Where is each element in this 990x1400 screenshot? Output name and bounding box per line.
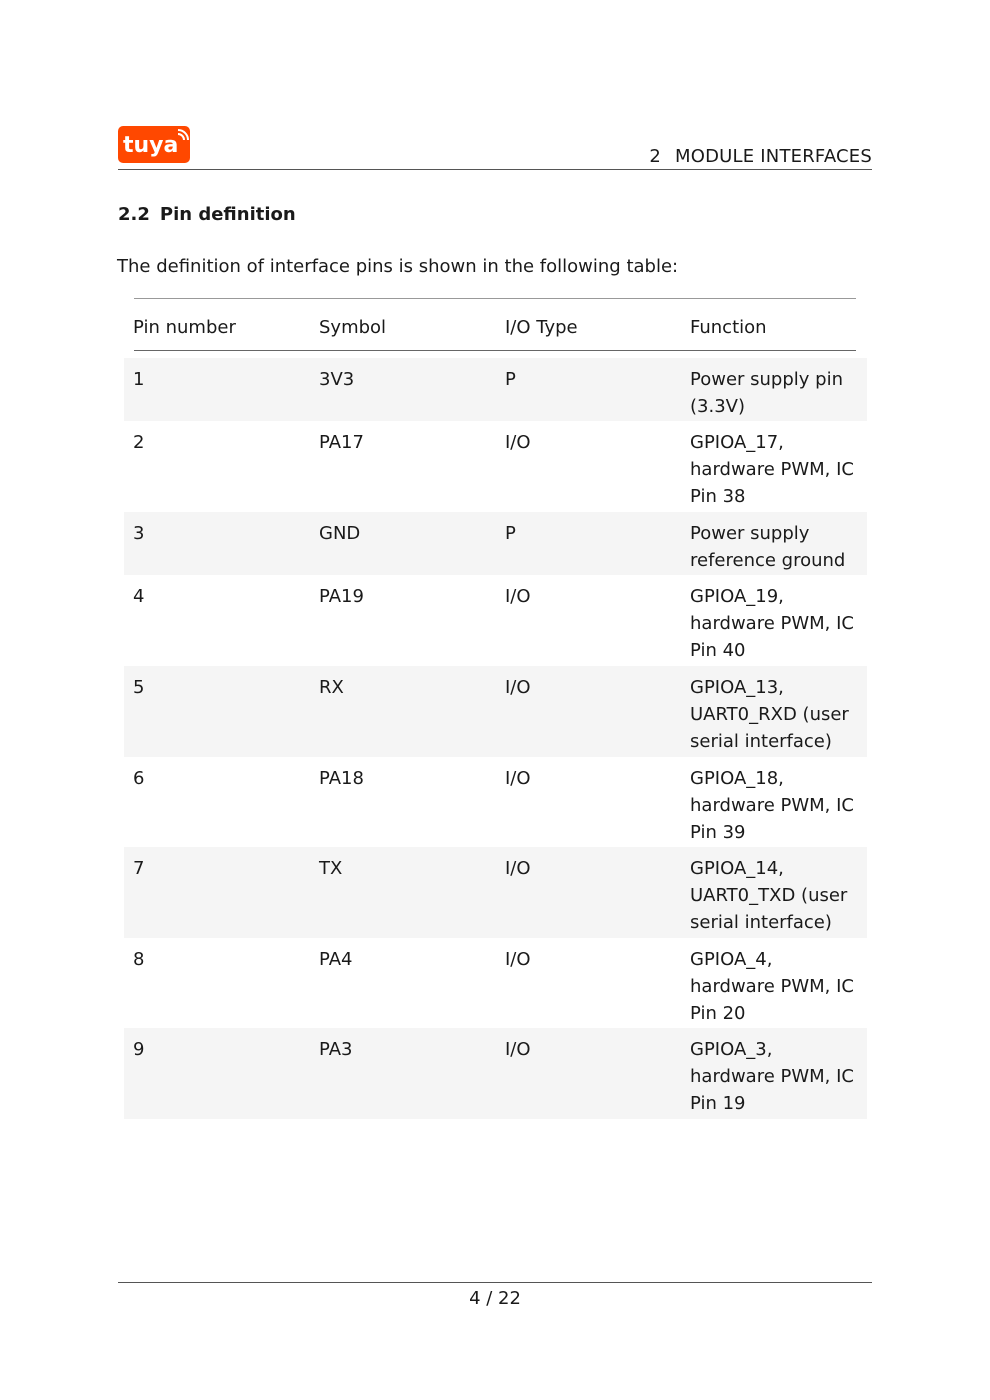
table-row — [124, 1028, 867, 1119]
cell-pin: 6 — [133, 768, 145, 789]
function-line: Pin 39 — [690, 822, 746, 843]
cell-pin: 8 — [133, 949, 145, 970]
function-line: hardware PWM, IC — [690, 613, 855, 634]
section-heading — [118, 204, 296, 225]
cell-function — [690, 765, 866, 846]
cell-pin: 7 — [133, 858, 145, 879]
function-line: Pin 40 — [690, 640, 746, 661]
cell-function — [690, 366, 866, 420]
table-row — [124, 757, 867, 847]
cell-io: I/O — [505, 1039, 531, 1060]
header-rule — [118, 169, 872, 170]
footer-rule — [118, 1282, 872, 1283]
cell-function — [690, 429, 866, 510]
cell-io: I/O — [505, 858, 531, 879]
cell-symbol: PA3 — [319, 1039, 353, 1060]
cell-pin: 5 — [133, 677, 145, 698]
header-pin-number: Pin number — [133, 317, 236, 338]
function-line: reference ground — [690, 550, 846, 571]
table-row — [124, 847, 867, 938]
running-header — [649, 146, 872, 167]
function-line: hardware PWM, IC — [690, 976, 855, 997]
function-line: UART0_RXD (user — [690, 704, 849, 725]
header-function: Function — [690, 317, 767, 338]
function-line: GPIOA_14, — [690, 858, 784, 879]
table-body — [124, 358, 867, 1119]
table-row — [124, 938, 867, 1028]
cell-function — [690, 855, 866, 936]
cell-io: I/O — [505, 949, 531, 970]
cell-io: P — [505, 523, 516, 544]
cell-function — [690, 674, 866, 755]
function-line: Pin 20 — [690, 1003, 746, 1024]
intro-paragraph: The definition of interface pins is shown in the following table: — [117, 256, 679, 277]
cell-symbol: PA18 — [319, 768, 364, 789]
function-line: Pin 38 — [690, 486, 746, 507]
cell-function — [690, 583, 866, 664]
cell-symbol: TX — [319, 858, 343, 879]
function-line: (3.3V) — [690, 396, 745, 417]
table-header-row — [124, 314, 867, 344]
cell-symbol: PA4 — [319, 949, 353, 970]
cell-symbol: PA17 — [319, 432, 364, 453]
header-symbol: Symbol — [319, 317, 387, 338]
section-title: Pin definition — [159, 204, 296, 225]
function-line: GPIOA_19, — [690, 586, 784, 607]
cell-symbol: RX — [319, 677, 344, 698]
cell-function — [690, 520, 866, 574]
page-number: 4 / 22 — [469, 1288, 521, 1309]
cell-pin: 9 — [133, 1039, 145, 1060]
function-line: GPIOA_3, — [690, 1039, 773, 1060]
cell-io: I/O — [505, 432, 531, 453]
cell-io: P — [505, 369, 516, 390]
function-line: GPIOA_4, — [690, 949, 773, 970]
function-line: hardware PWM, IC — [690, 459, 855, 480]
cell-pin: 2 — [133, 432, 145, 453]
function-line: GPIOA_13, — [690, 677, 784, 698]
cell-symbol: 3V3 — [319, 369, 355, 390]
table-row — [124, 358, 867, 421]
function-line: serial interface) — [690, 731, 832, 752]
cell-function — [690, 946, 866, 1027]
function-line: Power supply pin — [690, 369, 843, 390]
header-section-title: MODULE INTERFACES — [675, 146, 872, 167]
function-line: hardware PWM, IC — [690, 795, 855, 816]
function-line: Pin 19 — [690, 1093, 746, 1114]
function-line: GPIOA_18, — [690, 768, 784, 789]
table-top-rule — [134, 298, 856, 299]
cell-pin: 1 — [133, 369, 145, 390]
function-line: serial interface) — [690, 912, 832, 933]
function-line: hardware PWM, IC — [690, 1066, 855, 1087]
section-number: 2.2 — [118, 204, 150, 225]
tuya-logo — [118, 126, 190, 163]
cell-symbol: PA19 — [319, 586, 364, 607]
logo-text: tuya — [123, 133, 179, 158]
cell-pin: 3 — [133, 523, 145, 544]
cell-io: I/O — [505, 677, 531, 698]
table-row — [124, 666, 867, 757]
cell-io: I/O — [505, 586, 531, 607]
table-row — [124, 421, 867, 512]
cell-pin: 4 — [133, 586, 145, 607]
function-line: GPIOA_17, — [690, 432, 784, 453]
header-section-number: 2 — [649, 146, 662, 167]
function-line: UART0_TXD (user — [690, 885, 848, 906]
table-row — [124, 575, 867, 666]
cell-function — [690, 1036, 866, 1117]
table-row — [124, 512, 867, 575]
cell-io: I/O — [505, 768, 531, 789]
function-line: Power supply — [690, 523, 810, 544]
header-io-type: I/O Type — [505, 317, 578, 338]
cell-symbol: GND — [319, 523, 361, 544]
table-header-rule — [134, 350, 856, 351]
